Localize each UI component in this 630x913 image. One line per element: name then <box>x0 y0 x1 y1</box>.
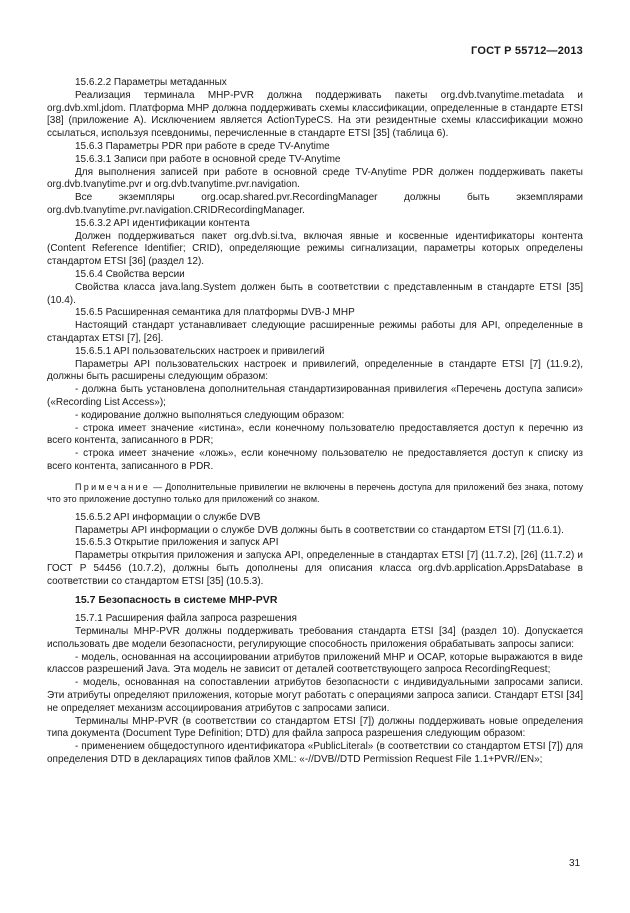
body-paragraph: - модель, основанная на ассоциировании атрибутов приложений MHP и OCAP, которые выражаются в виде классов разрешений Java. Эта модель не зависит от деталей соответствующего запроса RecordingRequest; <box>47 651 583 676</box>
body-paragraph: Настоящий стандарт устанавливает следующие расширенные режимы работы для API, определенные в стандартах ETSI [7], [26]. <box>47 320 583 344</box>
body-paragraph: 15.6.3 Параметры PDR при работе в среде TV-Anytime <box>75 140 330 152</box>
body-paragraph: Свойства класса java.lang.System должен быть в соответствии с представленным в стандарте ETSI [35] (10.4). <box>47 281 583 306</box>
body-paragraph: 15.6.2.2 Параметры метаданных <box>75 77 227 88</box>
document-header: ГОСТ Р 55712—2013 <box>471 45 583 57</box>
body-paragraph: - модель, основанная на сопоставлении атрибутов безопасности с индивидуальными запросами записи. Эти атрибуты определяют приложения, которые могут работать с операциями запроса записи. Стандарт ETSI [34] не определяет механизм ассоциирования атрибутов с запросами записи. <box>47 677 583 714</box>
body-paragraph: 15.6.5.2 API информации о службе DVB <box>75 511 261 523</box>
body-paragraph: Параметры открытия приложения и запуска API, определенные в стандартах ETSI [7] (11.7.2), [26] (11.7.2) и ГОСТ Р 54456 (10.7.2), должны быть дополнены для описания класса org.dvb.application.AppsDatabase в соответствии со стандартом ETSI [35] (10.5.3). <box>47 550 583 587</box>
section-heading: 15.7 Безопасность в системе MHP-PVR <box>75 594 278 607</box>
document-body <box>47 77 583 767</box>
note-text: — Дополнительные привилегии не включены в перечень доступа для приложений без знака, потому что это приложение доступно только для приложений со знаком. <box>47 481 583 504</box>
body-paragraph: Параметры API пользовательских настроек и привилегий, определенные в стандарте ETSI [7] (11.9.2), должны быть расширены следующим образом: <box>47 358 583 383</box>
body-paragraph: - должна быть установлена дополнительная стандартизированная привилегия «Перечень доступа записи» («Recording List Access»); <box>47 384 583 408</box>
body-paragraph: Терминалы MHP-PVR (в соответствии со стандартом ETSI [7]) должны поддерживать новые определения типа документа (Document Type Definition; DTD) для файла запроса разрешения следующим образом: <box>47 715 583 740</box>
body-paragraph: Все экземпляры org.ocap.shared.pvr.RecordingManager должны быть экземплярами org.dvb.tvanytime.pvr.navigation.CRIDRecordingManager. <box>47 192 583 216</box>
note-label: Примечание <box>75 481 151 492</box>
body-paragraph: Терминалы MHP-PVR должны поддерживать требования стандарта ETSI [34] (раздел 10). Допускается использовать две модели безопасности, регулирующие способность приложения обрабатывать запросы записи: <box>47 626 583 650</box>
body-paragraph: 15.7.1 Расширения файла запроса разрешения <box>75 613 297 625</box>
body-paragraph: Реализация терминала MHP-PVR должна поддерживать пакеты org.dvb.tvanytime.metadata и org.dvb.xml.jdom. Платформа MHP должна поддерживать схемы классификации, определенные в стандарте ETSI [38] (приложение А). Исключением является ActionTypeCS. На эти резидентные схемы классификации можно ссылаться, используя псевдонимы, перечисленные в стандарте ETSI [35] (таблица 6). <box>47 89 583 140</box>
page-number: 31 <box>569 858 581 869</box>
body-paragraph: - кодирование должно выполняться следующим образом: <box>75 409 345 421</box>
body-paragraph: - применением общедоступного идентификатора «PublicLiteral» (в соответствии со стандартом ETSI [7]) для определения DTD в декларациях типов файлов XML: «-//DVB//DTD Permission Request File 1.1+PVR//EN»; <box>47 741 583 766</box>
body-paragraph: Для выполнения записей при работе в основной среде TV-Anytime PDR должен поддерживать пакеты org.dvb.tvanytime.pvr и org.dvb.tvanytime.pvr.navigation. <box>47 166 583 191</box>
body-paragraph: 15.6.3.2 API идентификации контента <box>75 217 250 229</box>
body-paragraph: 15.6.3.1 Записи при работе в основной среде TV-Anytime <box>75 153 341 165</box>
body-paragraph: 15.6.4 Свойства версии <box>75 268 185 280</box>
body-paragraph: - строка имеет значение «ложь», если конечному пользователю не предоставляется доступ к списку из всего контента, записанного в PDR. <box>47 448 583 472</box>
body-paragraph: - строка имеет значение «истина», если конечному пользователю предоставляется доступ к перечню из всего контента, записанного в PDR; <box>47 422 583 447</box>
note-paragraph <box>47 481 583 505</box>
body-paragraph: Параметры API информации о службе DVB должны быть в соответствии со стандартом ETSI [7] (11.6.1). <box>75 524 564 536</box>
body-paragraph: 15.6.5.3 Открытие приложения и запуск API <box>75 537 279 549</box>
body-paragraph: 15.6.5.1 API пользовательских настроек и привилегий <box>75 345 325 357</box>
body-paragraph: Должен поддерживаться пакет org.dvb.si.tva, включая явные и косвенные идентификаторы контента (Content Reference Identifier; CRID), определяющие режимы сигнализации, параметры которых определены стандартом ETSI [36] (раздел 12). <box>47 230 583 268</box>
body-paragraph: 15.6.5 Расширенная семантика для платформы DVB-J MHP <box>75 307 355 319</box>
